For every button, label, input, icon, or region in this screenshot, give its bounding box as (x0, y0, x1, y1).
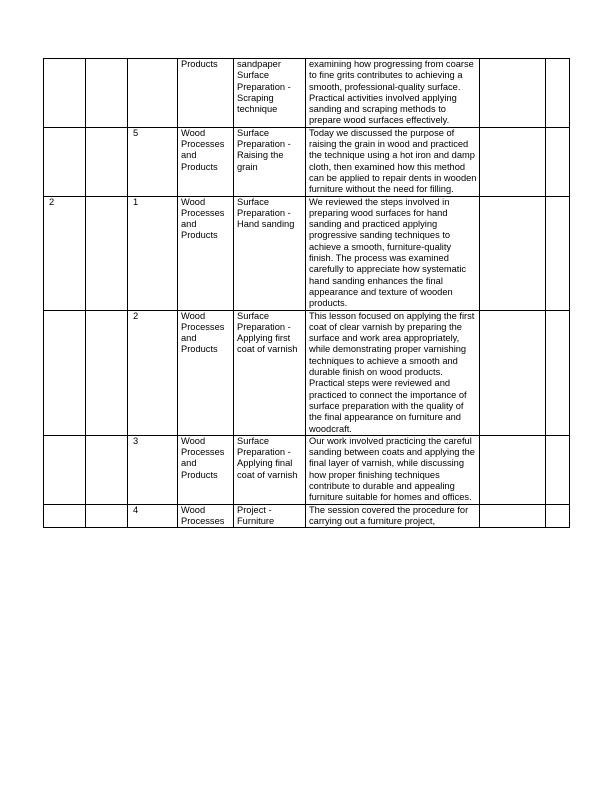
lesson-number-cell: 5 (128, 127, 178, 196)
week-cell (44, 504, 86, 528)
blank-cell (480, 504, 546, 528)
strand-cell: Wood Processes and Products (178, 127, 234, 196)
blank-cell (480, 310, 546, 435)
sub-strand-cell: Surface Preparation - Applying final coat of varnish (234, 435, 306, 504)
blank-cell (86, 59, 128, 128)
week-cell (44, 127, 86, 196)
week-cell (44, 59, 86, 128)
blank-cell (480, 127, 546, 196)
week-cell (44, 310, 86, 435)
week-cell: 2 (44, 196, 86, 310)
blank-cell (546, 310, 570, 435)
blank-cell (546, 504, 570, 528)
strand-cell: Wood Processes and Products (178, 435, 234, 504)
week-cell (44, 435, 86, 504)
lesson-number-cell: 4 (128, 504, 178, 528)
table-row (44, 59, 570, 128)
blank-cell (480, 196, 546, 310)
blank-cell (546, 196, 570, 310)
sub-strand-cell: Surface Preparation - Hand sanding (234, 196, 306, 310)
sub-strand-cell: sandpaper Surface Preparation - Scraping technique (234, 59, 306, 128)
lesson-description-cell: This lesson focused on applying the first coat of clear varnish by preparing the surface and work area appropriately, while demonstrating proper varnishing techniques to achieve a smooth and durable finish on wood products. Practical steps were reviewed and practiced to connect the importance of surface preparation with the quality of the final appearance on furniture and woodcraft. (306, 310, 480, 435)
blank-cell (86, 127, 128, 196)
blank-cell (546, 435, 570, 504)
blank-cell (480, 59, 546, 128)
sub-strand-cell: Project - Furniture (234, 504, 306, 528)
blank-cell (86, 504, 128, 528)
table-row (44, 127, 570, 196)
lesson-description-cell: Today we discussed the purpose of raising the grain in wood and practiced the technique using a hot iron and damp cloth, then examined how this method can be applied to repair dents in wooden furniture without the need for filling. (306, 127, 480, 196)
blank-cell (546, 127, 570, 196)
lesson-number-cell: 1 (128, 196, 178, 310)
strand-cell: Wood Processes and Products (178, 310, 234, 435)
blank-cell (546, 59, 570, 128)
blank-cell (86, 435, 128, 504)
strand-cell: Wood Processes (178, 504, 234, 528)
blank-cell (480, 435, 546, 504)
lesson-number-cell: 3 (128, 435, 178, 504)
lesson-number-cell (128, 59, 178, 128)
lesson-description-cell: Our work involved practicing the careful sanding between coats and applying the final layer of varnish, while discussing how proper finishing techniques contribute to durable and appealing furniture suitable for homes and offices. (306, 435, 480, 504)
blank-cell (86, 196, 128, 310)
lesson-description-cell: The session covered the procedure for carrying out a furniture project, (306, 504, 480, 528)
lesson-description-cell: We reviewed the steps involved in preparing wood surfaces for hand sanding and practiced applying progressive sanding techniques to achieve a smooth, furniture-quality finish. The process was examined carefully to appreciate how systematic hand sanding enhances the final appearance and texture of wooden products. (306, 196, 480, 310)
blank-cell (86, 310, 128, 435)
lesson-description-cell: examining how progressing from coarse to fine grits contributes to achieving a smooth, professional-quality surface. Practical activities involved applying sanding and scraping methods to prepare wood surfaces effectively. (306, 59, 480, 128)
strand-cell: Products (178, 59, 234, 128)
table-row (44, 310, 570, 435)
table-row (44, 196, 570, 310)
sub-strand-cell: Surface Preparation - Raising the grain (234, 127, 306, 196)
lesson-number-cell: 2 (128, 310, 178, 435)
sub-strand-cell: Surface Preparation - Applying first coat of varnish (234, 310, 306, 435)
strand-cell: Wood Processes and Products (178, 196, 234, 310)
table-row (44, 435, 570, 504)
table-row (44, 504, 570, 528)
lesson-log-table (43, 58, 570, 528)
